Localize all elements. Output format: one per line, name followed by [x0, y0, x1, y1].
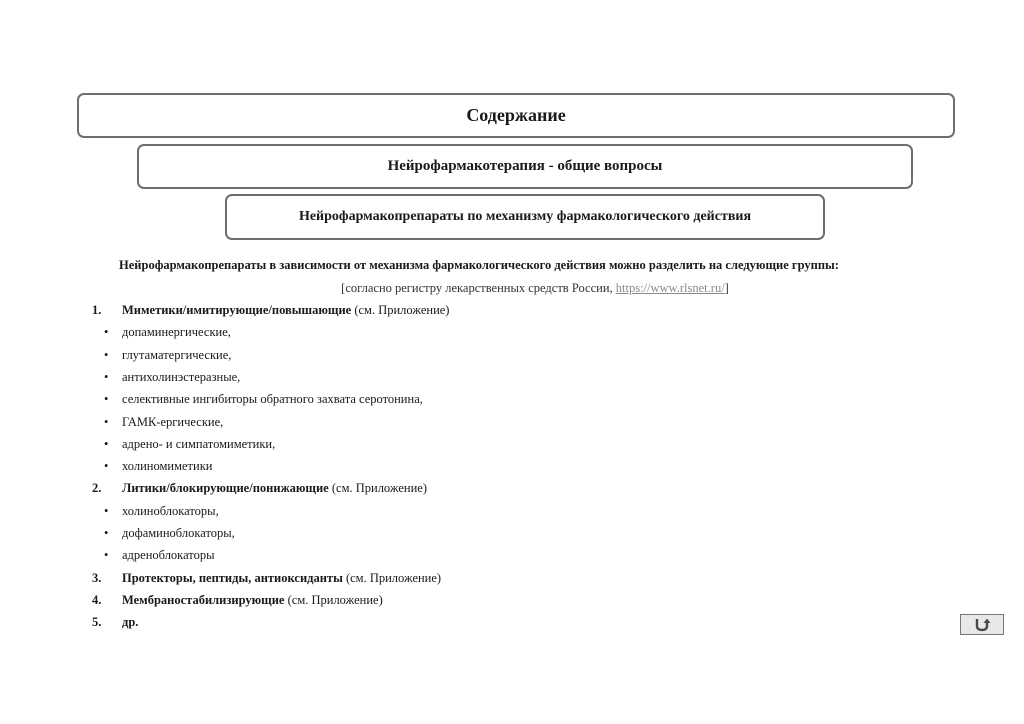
group-title: Миметики/имитирующие/повышающие — [122, 303, 352, 317]
back-button[interactable] — [960, 614, 1004, 635]
source-suffix: ] — [724, 281, 729, 295]
group-title: Мембраностабилизирующие — [122, 592, 285, 607]
bullet-icon: • — [104, 347, 109, 362]
general-questions-label: Нейрофармакотерапия - общие вопросы — [387, 158, 663, 174]
bullet-icon: • — [104, 325, 109, 340]
list-item-text: антихолинэстеразные, — [122, 369, 241, 384]
list-item-text: допаминергические, — [122, 325, 231, 340]
list-item-text: холиномиметики — [122, 459, 213, 474]
group-number: 2. — [92, 481, 102, 496]
group-note: (см. Приложение) — [342, 570, 442, 585]
group-number: 3. — [92, 570, 102, 585]
group-text — [122, 593, 383, 608]
bullet-icon: • — [104, 503, 109, 518]
group-text — [122, 571, 441, 586]
group-title: Литики/блокирующие/понижающие — [122, 481, 329, 496]
bullet-icon: • — [104, 369, 109, 384]
bullet-icon: • — [104, 526, 109, 540]
list-item-text: селективные ингибиторы обратного захвата серотонина, — [122, 392, 423, 407]
group-title: Протекторы, пептиды, антиоксиданты — [122, 570, 343, 585]
group-text — [122, 481, 427, 496]
group-note: (см. Приложение) — [351, 303, 450, 317]
list-item-text: адрено- и симпатомиметики, — [122, 436, 276, 451]
source-note — [0, 281, 1024, 296]
group-text — [122, 303, 449, 318]
bullet-icon: • — [104, 392, 109, 407]
contents-button[interactable] — [77, 93, 955, 138]
return-arrow-icon — [973, 617, 991, 632]
group-title: др. — [122, 615, 139, 630]
intro-text: Нейрофармакопрепараты в зависимости от механизма фармакологического действия можно разделить на следующие группы: — [119, 258, 839, 272]
list-item-text: ГАМК-ергические, — [122, 414, 224, 429]
group-note: (см. Приложение) — [284, 592, 383, 607]
bullet-icon: • — [104, 548, 109, 563]
group-note: (см. Приложение) — [328, 481, 427, 496]
group-number: 1. — [92, 303, 102, 317]
group-number: 4. — [92, 592, 102, 607]
list-item-text: дофаминоблокаторы, — [122, 526, 235, 540]
list-item-text: холиноблокаторы, — [122, 503, 219, 518]
group-number: 5. — [92, 615, 102, 630]
contents-label: Содержание — [466, 105, 566, 125]
mechanism-section-label: Нейрофармакопрепараты по механизму фармакологического действия — [298, 209, 752, 224]
bullet-icon: • — [104, 459, 109, 474]
group-text — [122, 615, 138, 630]
bullet-icon: • — [104, 436, 109, 451]
bullet-icon: • — [104, 414, 109, 429]
list-item-text: глутаматергические, — [122, 347, 232, 362]
rlsnet-link[interactable]: https://www.rlsnet.ru/ — [615, 281, 725, 295]
general-questions-button[interactable] — [137, 144, 913, 189]
mechanism-section-button[interactable] — [225, 194, 825, 240]
source-prefix: [согласно регистру лекарственных средств России, — [341, 281, 616, 295]
list-item-text: адреноблокаторы — [122, 548, 215, 563]
